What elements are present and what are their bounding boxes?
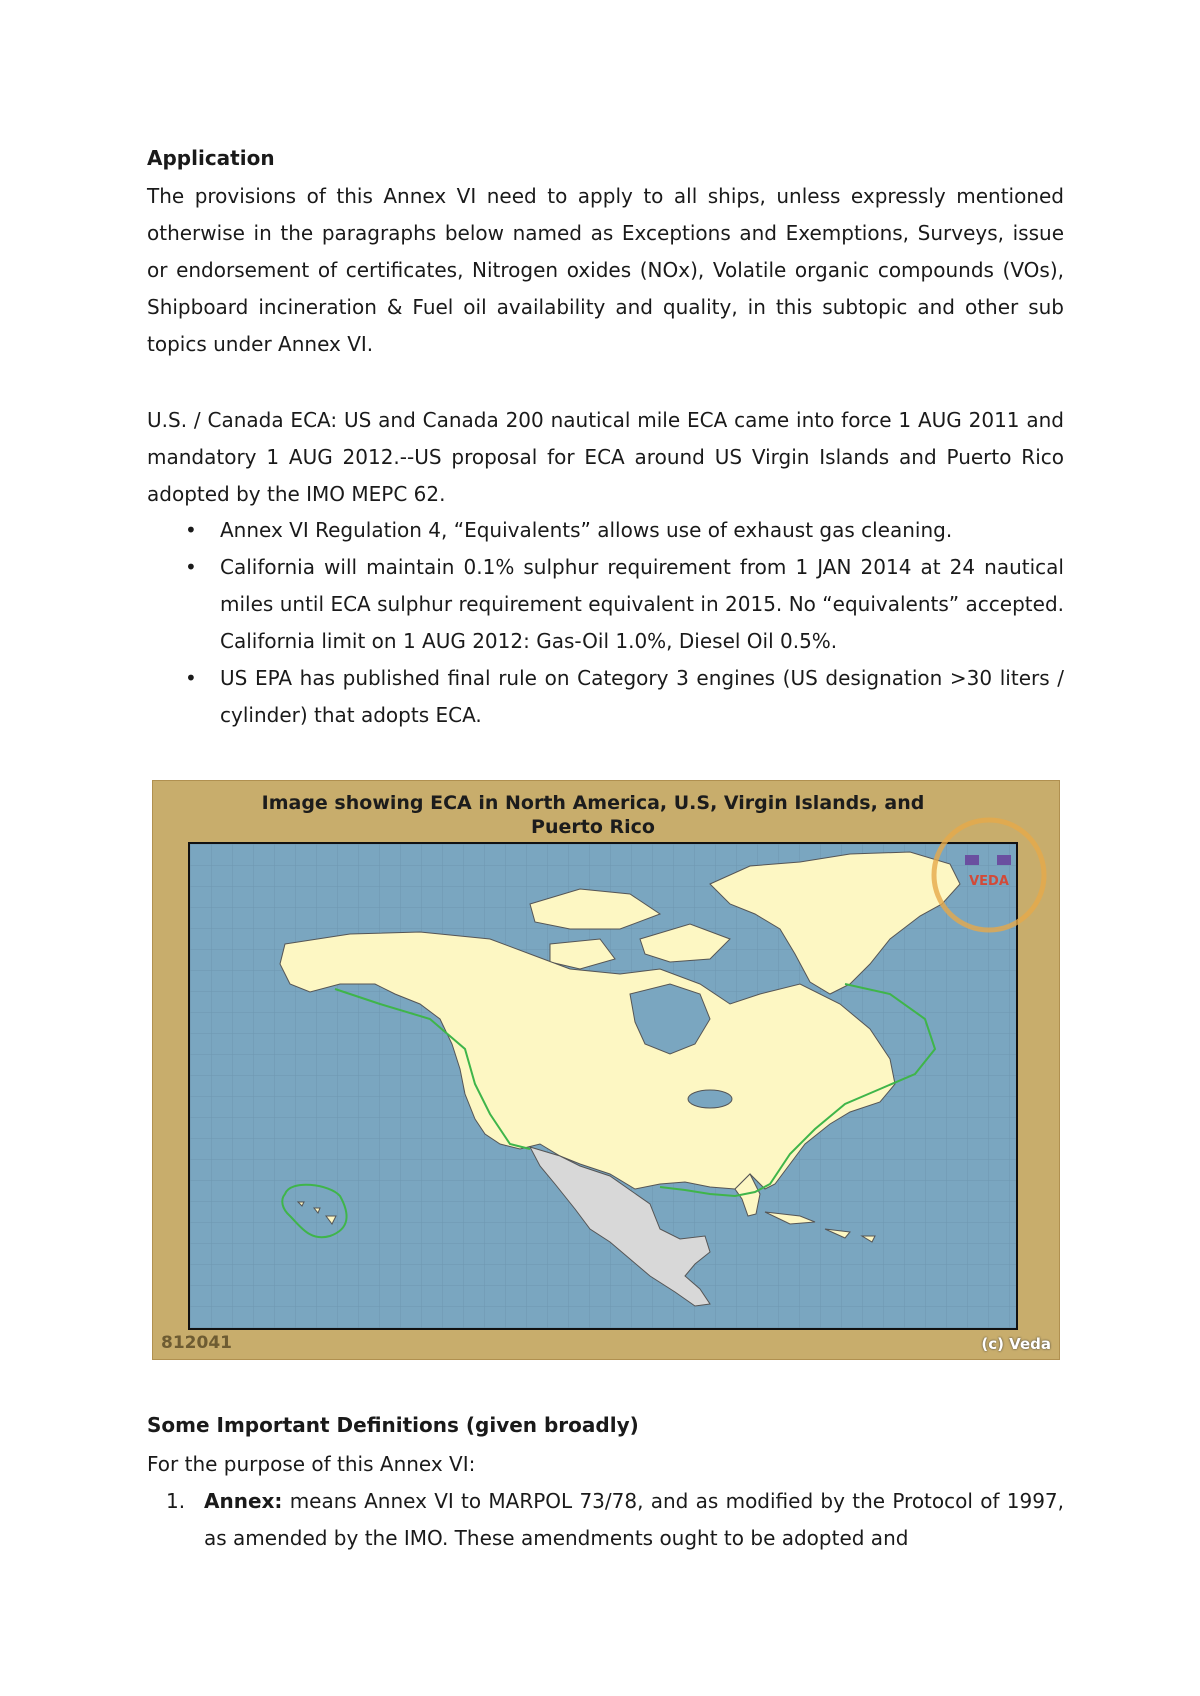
- list-number: 1.: [166, 1489, 186, 1513]
- list-item: • California will maintain 0.1% sulphur requirement from 1 JAN 2014 at 24 nautical miles until ECA sulphur requirement equivalent in 2015. No “equivalents” accepted. California limit on 1 AUG 2012: Gas-Oil 1.0%, Diesel Oil 0.5%.: [147, 549, 1064, 660]
- map-graphic: [190, 844, 1016, 1328]
- application-paragraph: The provisions of this Annex VI need to apply to all ships, unless expressly mentioned otherwise in the paragraphs below named as Exceptions and Exemptions, Surveys, issue or endorsement of certificates, Nitrogen oxides (NOx), Volatile organic compounds (VOs), Shipboard incineration & Fuel oil availability and quality, in this subtopic and other sub topics under Annex VI.: [147, 184, 1064, 356]
- north-america-map: [188, 842, 1018, 1330]
- list-item: • US EPA has published final rule on Category 3 engines (US designation >30 liters / cylinder) that adopts ECA.: [147, 660, 1064, 734]
- definition-text: means Annex VI to MARPOL 73/78, and as modified by the Protocol of 1997, as amended by the IMO. These amendments ought to be adopted and: [204, 1489, 1064, 1550]
- definitions-intro: For the purpose of this Annex VI:: [147, 1452, 476, 1476]
- eca-map-figure: [152, 780, 1060, 1360]
- list-item: • Annex VI Regulation 4, “Equivalents” allows use of exhaust gas cleaning.: [147, 512, 1064, 549]
- map-code-label: 812041: [161, 1333, 232, 1353]
- great-lakes: [688, 1090, 732, 1108]
- eca-bullet-list: [147, 512, 1064, 734]
- map-title: Image showing ECA in North America, U.S, Virgin Islands, and Puerto Rico: [261, 792, 925, 838]
- veda-logo-graphic: [925, 811, 1053, 939]
- application-heading: Application: [147, 146, 275, 170]
- bullet-icon: •: [185, 518, 197, 542]
- definitions-list: [147, 1483, 1064, 1557]
- bullet-icon: •: [185, 555, 197, 579]
- definition-term: Annex:: [204, 1489, 283, 1513]
- us-canada-paragraph: U.S. / Canada ECA: US and Canada 200 nautical mile ECA came into force 1 AUG 2011 and mandatory 1 AUG 2012.--US proposal for ECA around US Virgin Islands and Puerto Rico adopted by the IMO MEPC 62.: [147, 408, 1064, 506]
- bullet-icon: •: [185, 666, 197, 690]
- map-credit-label: (c) Veda: [981, 1335, 1051, 1353]
- list-item: [147, 1483, 1064, 1557]
- logo-label: VEDA: [969, 874, 1009, 889]
- veda-logo: [925, 811, 1053, 939]
- definitions-heading: Some Important Definitions (given broadly): [147, 1413, 639, 1437]
